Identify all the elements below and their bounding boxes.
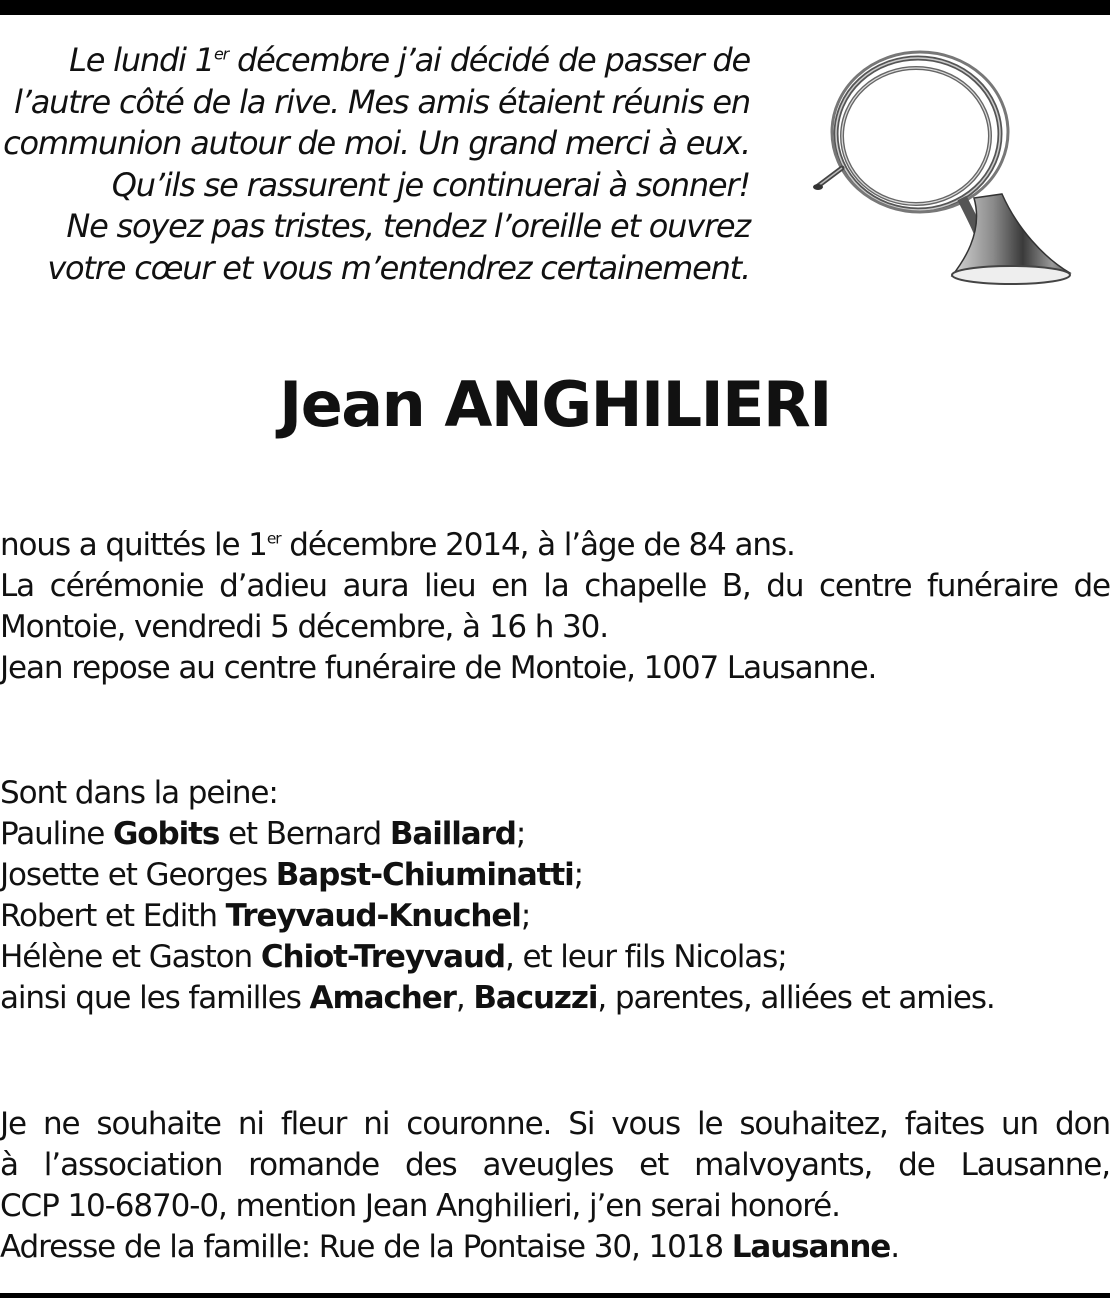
announcement-line-1 <box>0 525 1110 566</box>
mourner-text: et Bernard <box>219 816 390 852</box>
poem-line-6: votre cœur et vous m’entendrez certainement. <box>47 248 750 287</box>
mourners-intro: Sont dans la peine: <box>0 775 278 811</box>
mourner-surname: Treyvaud-Knuchel <box>225 898 521 934</box>
mourner-surname: Gobits <box>112 816 220 852</box>
mourner-text: ; <box>520 898 531 934</box>
ceremony-line-1: La cérémonie d’adieu aura lieu en la chapelle B, du centre funéraire de <box>0 568 1110 604</box>
mourner-surname: Chiot-Treyvaud <box>260 939 505 975</box>
bottom-rule <box>0 1293 1110 1298</box>
mourner-text: , parentes, alliées et amies. <box>597 980 995 1016</box>
mourner-text: Josette et Georges <box>0 857 276 893</box>
mourner-line-5 <box>0 978 1110 1019</box>
announcement-line-1-start: nous a quittés le 1 <box>0 527 267 563</box>
mourner-text: , <box>455 980 474 1016</box>
closing-line-1: Je ne souhaite ni fleur ni couronne. Si vous le souhaitez, faites un don <box>0 1106 1110 1142</box>
announcement-superscript: er <box>266 529 281 548</box>
mourner-text: ainsi que les familles <box>0 980 310 1016</box>
mourner-line-4 <box>0 937 1110 978</box>
repose-line: Jean repose au centre funéraire de Montoie, 1007 Lausanne. <box>0 650 877 686</box>
mourner-line-3 <box>0 896 1110 937</box>
ceremony-line-2: Montoie, vendredi 5 décembre, à 16 h 30. <box>0 609 609 645</box>
family-address <box>0 1227 1110 1268</box>
mourner-text: ; <box>573 857 583 893</box>
mourner-text: ; <box>515 816 526 852</box>
poem-line-3: communion autour de moi. Un grand merci à eux. <box>3 124 750 162</box>
mourner-text: Pauline <box>0 816 113 852</box>
poem-line-1 <box>0 40 750 82</box>
mourner-surname: Baillard <box>389 816 516 852</box>
mourners <box>0 773 1110 1019</box>
address-text: Adresse de la famille: Rue de la Pontaise 30, 1018 <box>0 1229 732 1265</box>
mourner-line-1 <box>0 814 1110 855</box>
address-text: . <box>890 1229 899 1265</box>
mourner-line-2 <box>0 855 1110 896</box>
mourner-surname: Amacher <box>309 980 456 1016</box>
announcement-line-1-end: décembre 2014, à l’âge de 84 ans. <box>280 527 795 563</box>
poem-line-1-start: Le lundi 1 <box>69 41 214 79</box>
poem-superscript: er <box>213 44 228 64</box>
hunting-horn-icon <box>812 48 1074 290</box>
closing-line-3: CCP 10-6870-0, mention Jean Anghilieri, j’en serai honoré. <box>0 1188 840 1224</box>
poem-line-4: Qu’ils se rassurent je continuerai à sonner! <box>111 165 750 204</box>
poem <box>0 40 750 289</box>
poem-line-2: l’autre côté de la rive. Mes amis étaient réunis en <box>14 82 750 121</box>
mourner-surname: Bacuzzi <box>473 980 598 1016</box>
mourner-text: , et leur fils Nicolas; <box>504 939 787 975</box>
poem-line-1-end: décembre j’ai décidé de passer de <box>228 41 750 79</box>
closing <box>0 1104 1110 1268</box>
address-city: Lausanne <box>731 1229 891 1265</box>
mourner-surname: Bapst-Chiuminatti <box>275 857 574 893</box>
top-rule <box>0 0 1110 15</box>
deceased-name: Jean ANGHILIERI <box>279 368 831 441</box>
closing-line-2: à l’association romande des aveugles et malvoyants, de Lausanne, <box>0 1147 1110 1183</box>
poem-line-5: Ne soyez pas tristes, tendez l’oreille et ouvrez <box>66 207 750 245</box>
mourner-text: Hélène et Gaston <box>0 939 261 975</box>
mourner-text: Robert et Edith <box>0 898 226 934</box>
announcement <box>0 525 1110 689</box>
